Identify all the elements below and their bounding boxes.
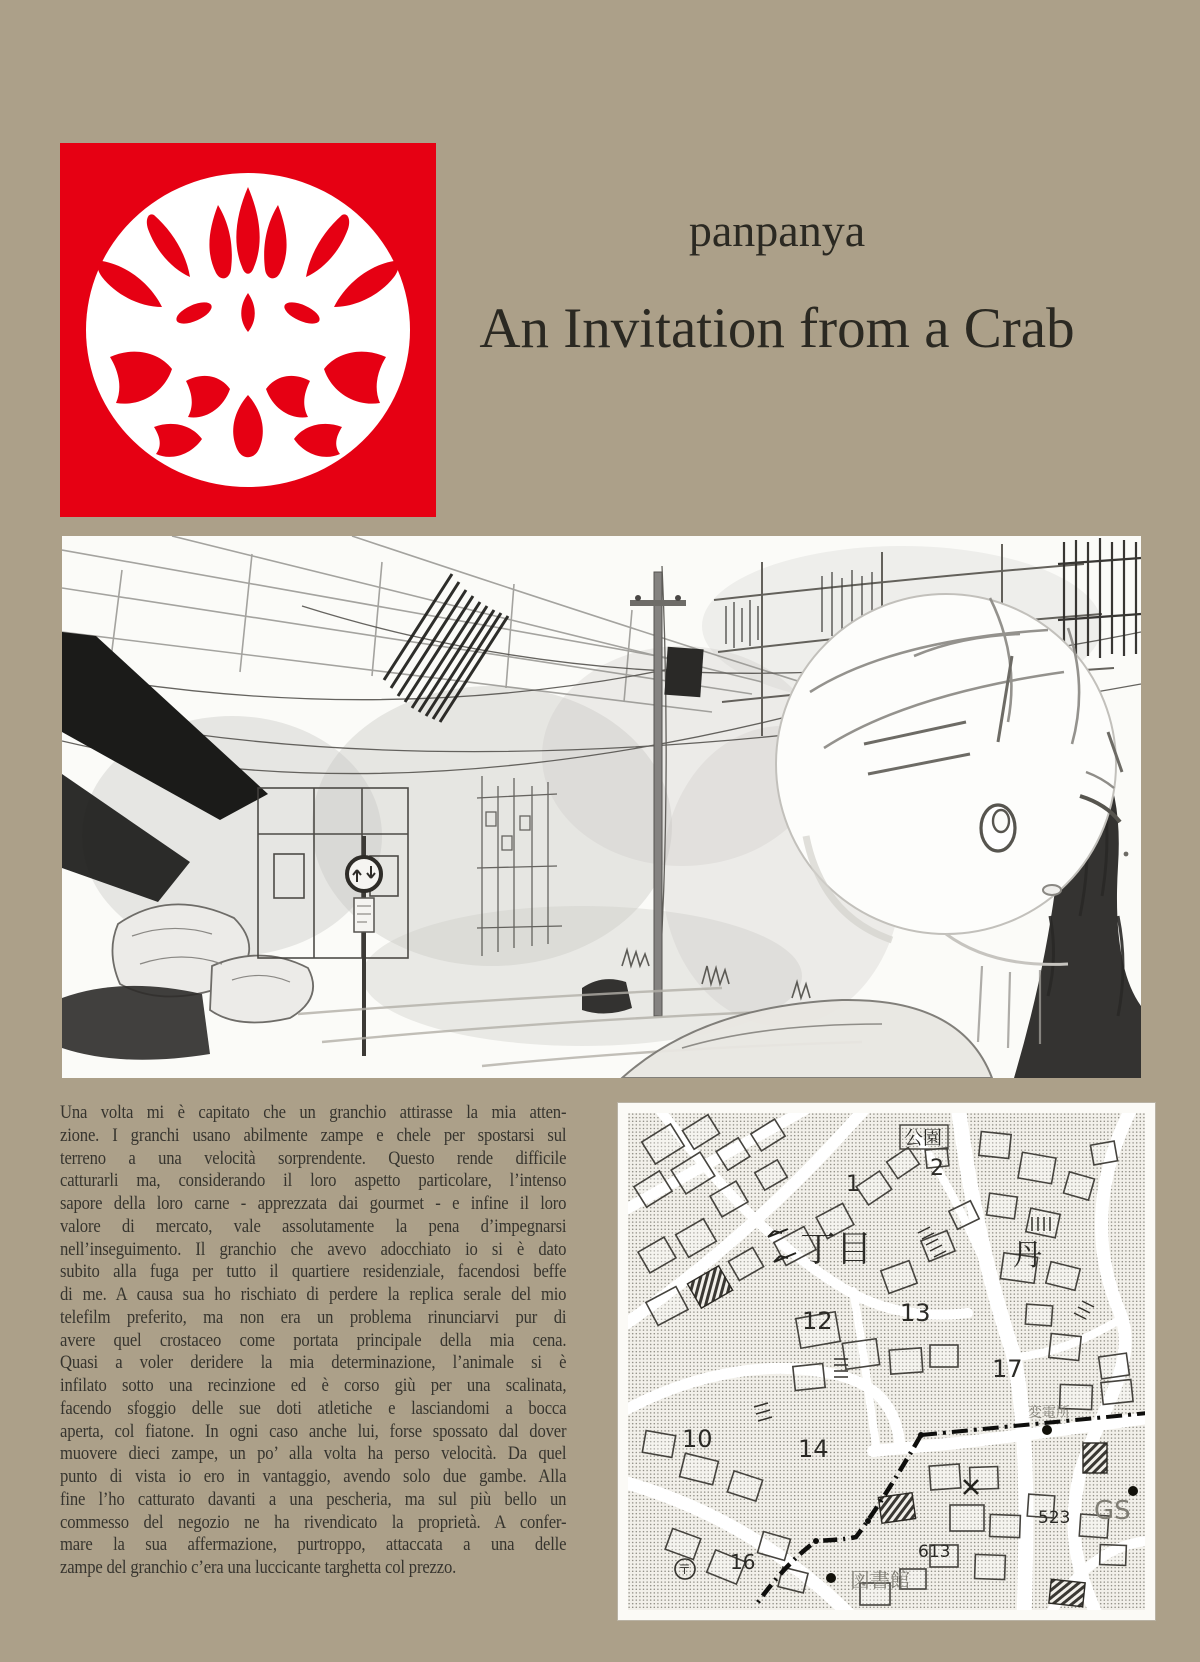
body-line: sapore della loro carne - apprezzata dai gourmet - e infine il loro [60,1193,567,1214]
body-line: nell’inseguimento. Il granchio che avevo adocchiato io si è dato [60,1238,567,1260]
body-line: zione. I granchi usano abilmente zampe e chele per spostarsi sul [60,1124,567,1146]
map-label-library: 図書館 [850,1568,910,1592]
map-label: 523 [1038,1508,1071,1528]
parked-car-shape [62,986,210,1060]
author-name: panpanya [688,205,866,256]
body-line: terreno a una velocità sorprendente. Questo rende difficile [60,1147,567,1169]
map-label: 14 [798,1435,829,1463]
page-title: An Invitation from a Crab [479,297,1075,360]
body-line: fine l’ho catturato davanti a una pescheria, ma sul più bello un [60,1488,567,1510]
body-line: mare la sua affermazione, purtroppo, attaccata a una delle [60,1534,567,1556]
body-line: subito alla fuga per tutto il quartiere residenziale, facendosi beffe [60,1261,567,1283]
trash-shape [582,979,632,1013]
body-line: zampe del granchio c’era una luccicante targhetta col prezzo. [60,1557,457,1578]
body-line: aperta, col fiatone. In ogni caso anche lui, forse spossato dal dover [60,1420,567,1442]
body-line: muovere dieci zampe, un po’ alla volta ha perso velocità. Da quel [60,1443,567,1465]
body-line: telefilm preferito, ma non era un problema rinunciarvi pur di [60,1306,567,1328]
map-label: 613 [918,1542,951,1562]
map-label-post: 〒 [678,1563,692,1578]
pupil [993,810,1009,832]
map-label: 丹 [1012,1238,1042,1273]
mouth [1043,885,1061,895]
map-label: 10 [682,1425,713,1453]
body-line: infilato sotto una recinzione ed è corso giù per una scalinata, [60,1375,567,1396]
body-line: facendo sfoggio delle sue doti atletiche e lasciandomi a bocca [60,1397,567,1419]
body-line: catturarli ma, considerando il loro aspetto particolare, l’intenso [60,1170,567,1192]
body-line: avere quel crostaceo come portata principale della mia cena. [60,1329,567,1351]
map-label: 17 [992,1355,1023,1383]
body-line: di me. A causa sua ho rischiato di perdere la replica serale del mio [60,1284,567,1305]
neighborhood-map [618,1103,1155,1620]
map-label: 13 [900,1299,931,1327]
body-line: punto di vista io ero in vantaggio, avendo solo due gambe. Alla [60,1466,567,1487]
map-label-park: 公園 [904,1127,943,1149]
body-line: commesso del negozio ne ha rivendicato la proprietà. A confer- [60,1511,567,1533]
body-paragraph [60,1102,566,1580]
street-sketch-illustration [62,536,1141,1078]
map-label: 2 [930,1156,944,1181]
map-label: 16 [730,1550,756,1574]
map-label-gs: GS [1094,1496,1131,1526]
map-label: 1 [846,1172,860,1197]
map-label-substation: 変電所 [1028,1405,1070,1421]
body-line: Una volta mi è capitato che un granchio attirasse la mia atten- [60,1102,567,1123]
body-line: valore di mercato, vale assolutamente la pena d’impegnarsi [60,1215,567,1237]
body-line: Quasi a voler deridere la mia determinazione, l’animale si è [60,1352,567,1374]
map-label: 12 [802,1307,833,1335]
map-label-chome: 丁目 [800,1229,873,1270]
